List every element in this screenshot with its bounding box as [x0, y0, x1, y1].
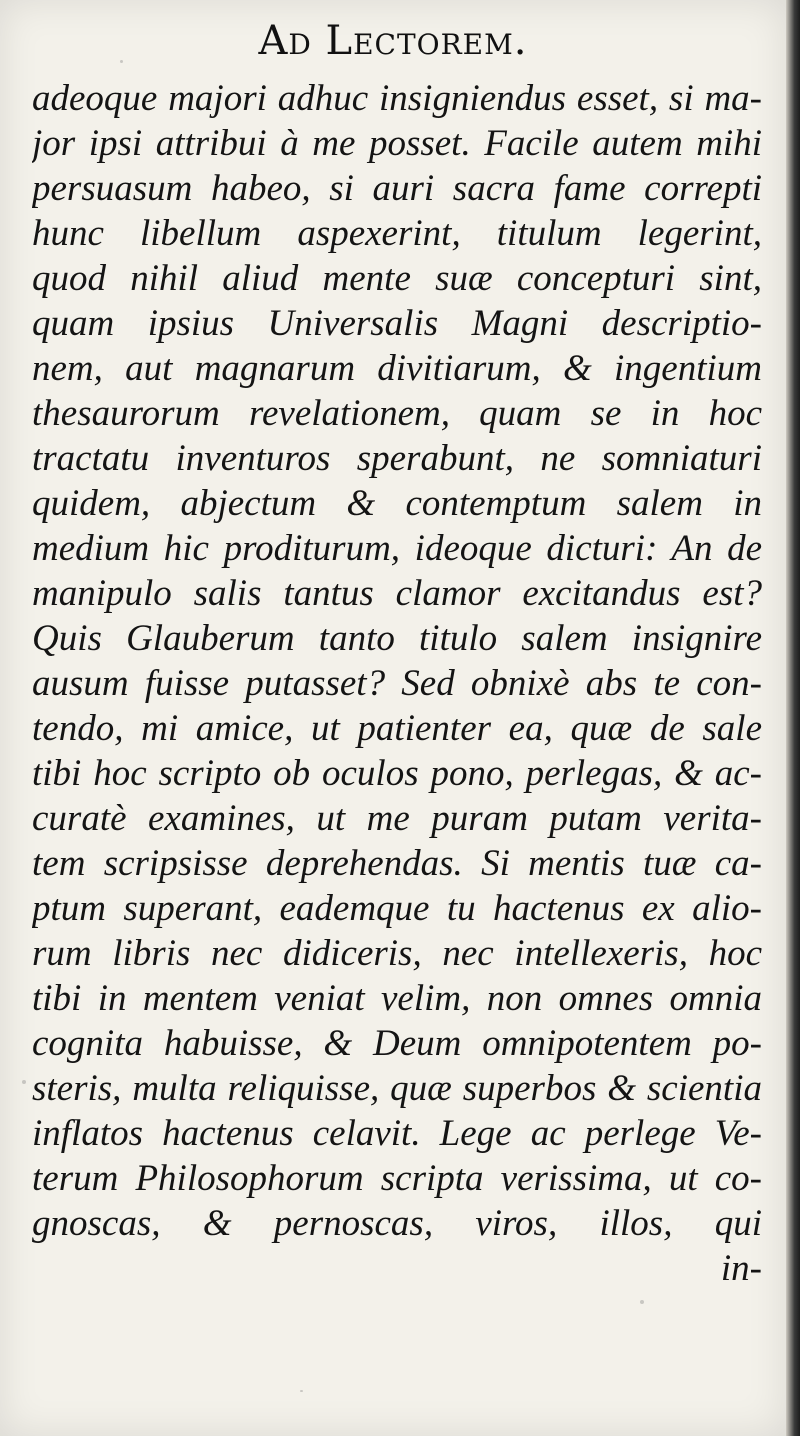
text-line: tibi hoc scripto ob oculos pono, perlegas, & ac-: [32, 753, 762, 794]
running-header: Ad Lectorem.: [258, 18, 528, 64]
text-line: persuasum habeo, si auri sacra fame correpti: [32, 168, 762, 209]
text-line: tractatu inventuros sperabunt, ne somniaturi: [32, 438, 762, 479]
binding-gutter: [786, 0, 800, 1436]
text-line: nem, aut magnarum divitiarum, & ingentium: [32, 348, 762, 389]
text-line: hunc libellum aspexerint, titulum legerint,: [32, 213, 762, 254]
text-line: cognita habuisse, & Deum omnipotentem po-: [32, 1023, 762, 1064]
paper-speck: [120, 60, 123, 63]
text-line: inflatos hactenus celavit. Lege ac perlege Ve-: [32, 1113, 762, 1154]
paper-speck: [22, 1080, 26, 1084]
text-line: steris, multa reliquisse, quæ superbos & scientia: [32, 1068, 762, 1109]
text-line: Quis Glauberum tanto titulo salem insignire: [32, 618, 762, 659]
text-line: adeoque majori adhuc insigniendus esset, si ma-: [32, 78, 762, 119]
text-line: medium hic proditurum, ideoque dicturi: An de: [32, 528, 762, 569]
text-line: curatè examines, ut me puram putam verita-: [32, 798, 762, 839]
text-line: quam ipsius Universalis Magni descriptio-: [32, 303, 762, 344]
text-line: manipulo salis tantus clamor excitandus est?: [32, 573, 762, 614]
text-line: quidem, abjectum & contemptum salem in: [32, 483, 762, 524]
text-line: ausum fuisse putasset? Sed obnixè abs te con-: [32, 663, 762, 704]
paper-speck: [300, 1390, 303, 1392]
text-line: ptum superant, eademque tu hactenus ex alio-: [32, 888, 762, 929]
text-line: tibi in mentem veniat velim, non omnes omnia: [32, 978, 762, 1019]
text-line: jor ipsi attribui à me posset. Facile autem mihi: [32, 123, 762, 164]
text-line: tendo, mi amice, ut patienter ea, quæ de sale: [32, 708, 762, 749]
text-line: gnoscas, & pernoscas, viros, illos, qui: [32, 1203, 762, 1244]
page-body-text: [32, 76, 762, 1291]
text-line: quod nihil aliud mente suæ concepturi sint,: [32, 258, 762, 299]
text-line: tem scripsisse deprehendas. Si mentis tuæ ca-: [32, 843, 762, 884]
text-line: rum libris nec didiceris, nec intellexeris, hoc: [32, 933, 762, 974]
text-line: thesaurorum revelationem, quam se in hoc: [32, 393, 762, 434]
paper-speck: [640, 1300, 644, 1304]
catchword: in-: [720, 1248, 762, 1289]
text-line: terum Philosophorum scripta verissima, ut co-: [32, 1158, 762, 1199]
